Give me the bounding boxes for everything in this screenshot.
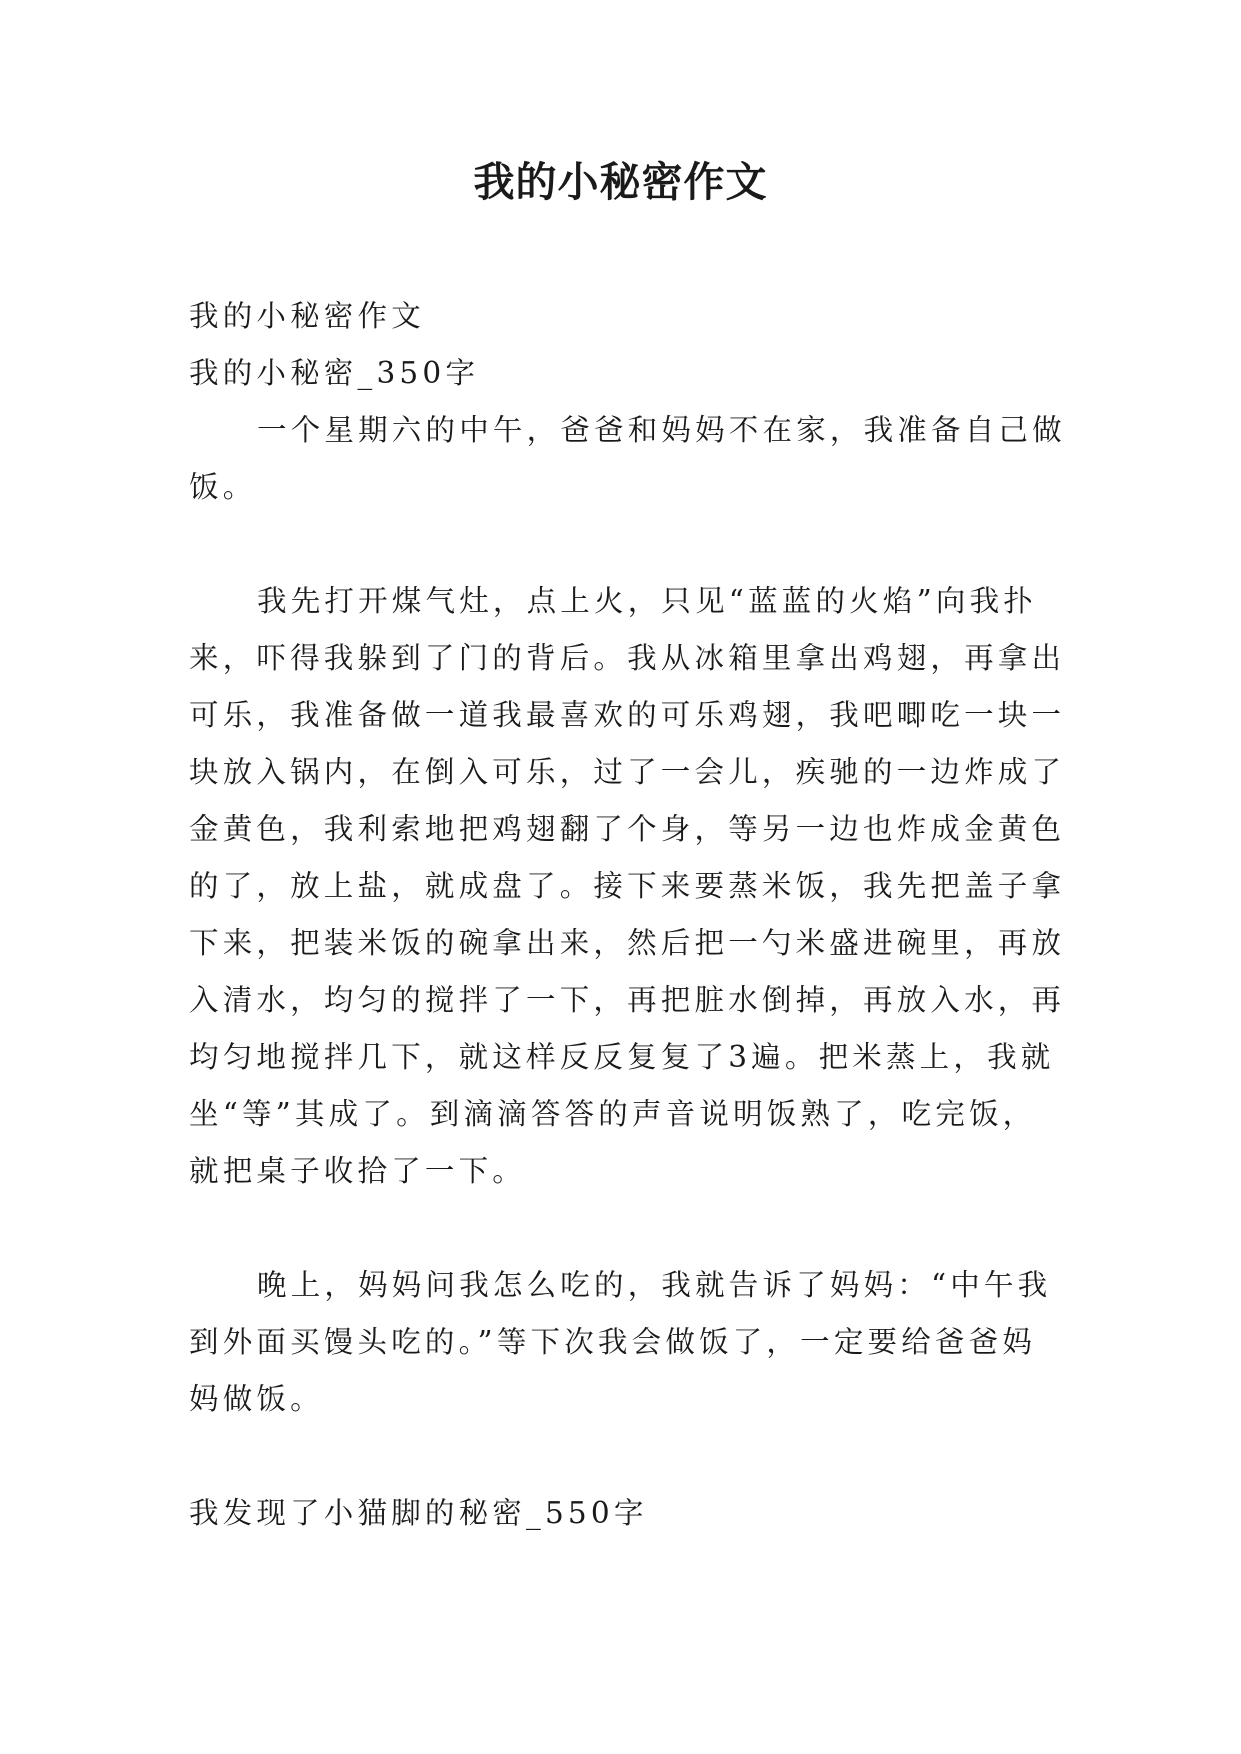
paragraph-line: 坐“等”其成了。到滴滴答答的声音说明饭熟了，吃完饭， xyxy=(189,1097,1037,1131)
heading-line: 我的小秘密作文 xyxy=(189,299,425,333)
paragraph-line: 块放入锅内，在倒入可乐，过了一会儿，疾驰的一边炸成了 xyxy=(189,755,1066,789)
paragraph-line: 金黄色，我利索地把鸡翅翻了个身，等另一边也炸成金黄色 xyxy=(189,812,1066,846)
paragraph-gap xyxy=(189,1428,1051,1485)
paragraph-line: 到外面买馒头吃的。”等下次我会做饭了，一定要给爸爸妈 xyxy=(189,1325,1037,1359)
paragraph-gap xyxy=(189,516,1051,573)
paragraph-line: 入清水，均匀的搅拌了一下，再把脏水倒掉，再放入水，再 xyxy=(189,983,1066,1017)
paragraph-line: 妈做饭。 xyxy=(189,1382,324,1416)
paragraph-line: 的了，放上盐，就成盘了。接下来要蒸米饭，我先把盖子拿 xyxy=(189,869,1066,903)
paragraph-line: 饭。 xyxy=(189,470,257,504)
paragraph-gap xyxy=(189,1200,1051,1257)
paragraph-line: 可乐，我准备做一道我最喜欢的可乐鸡翅，我吧唧吃一块一 xyxy=(189,698,1066,732)
section-title: 我的小秘密_350字 xyxy=(189,356,480,390)
paragraph-line: 晚上，妈妈问我怎么吃的，我就告诉了妈妈：“中午我 xyxy=(257,1268,1052,1302)
section-title: 我发现了小猫脚的秘密_550字 xyxy=(189,1496,648,1530)
document-title: 我的小秘密作文 xyxy=(473,158,768,206)
paragraph-line: 均匀地搅拌几下，就这样反反复复了3遍。把米蒸上，我就 xyxy=(189,1040,1055,1074)
paragraph-line: 我先打开煤气灶，点上火，只见“蓝蓝的火焰”向我扑 xyxy=(257,584,1037,618)
paragraph-line: 就把桌子收拾了一下。 xyxy=(189,1154,527,1188)
paragraph-line: 一个星期六的中午，爸爸和妈妈不在家，我准备自己做 xyxy=(257,413,1066,447)
paragraph-line: 下来，把装米饭的碗拿出来，然后把一勺米盛进碗里，再放 xyxy=(189,926,1066,960)
document-body xyxy=(189,288,1066,1542)
paragraph-line: 来，吓得我躲到了门的背后。我从冰箱里拿出鸡翅，再拿出 xyxy=(189,641,1066,675)
